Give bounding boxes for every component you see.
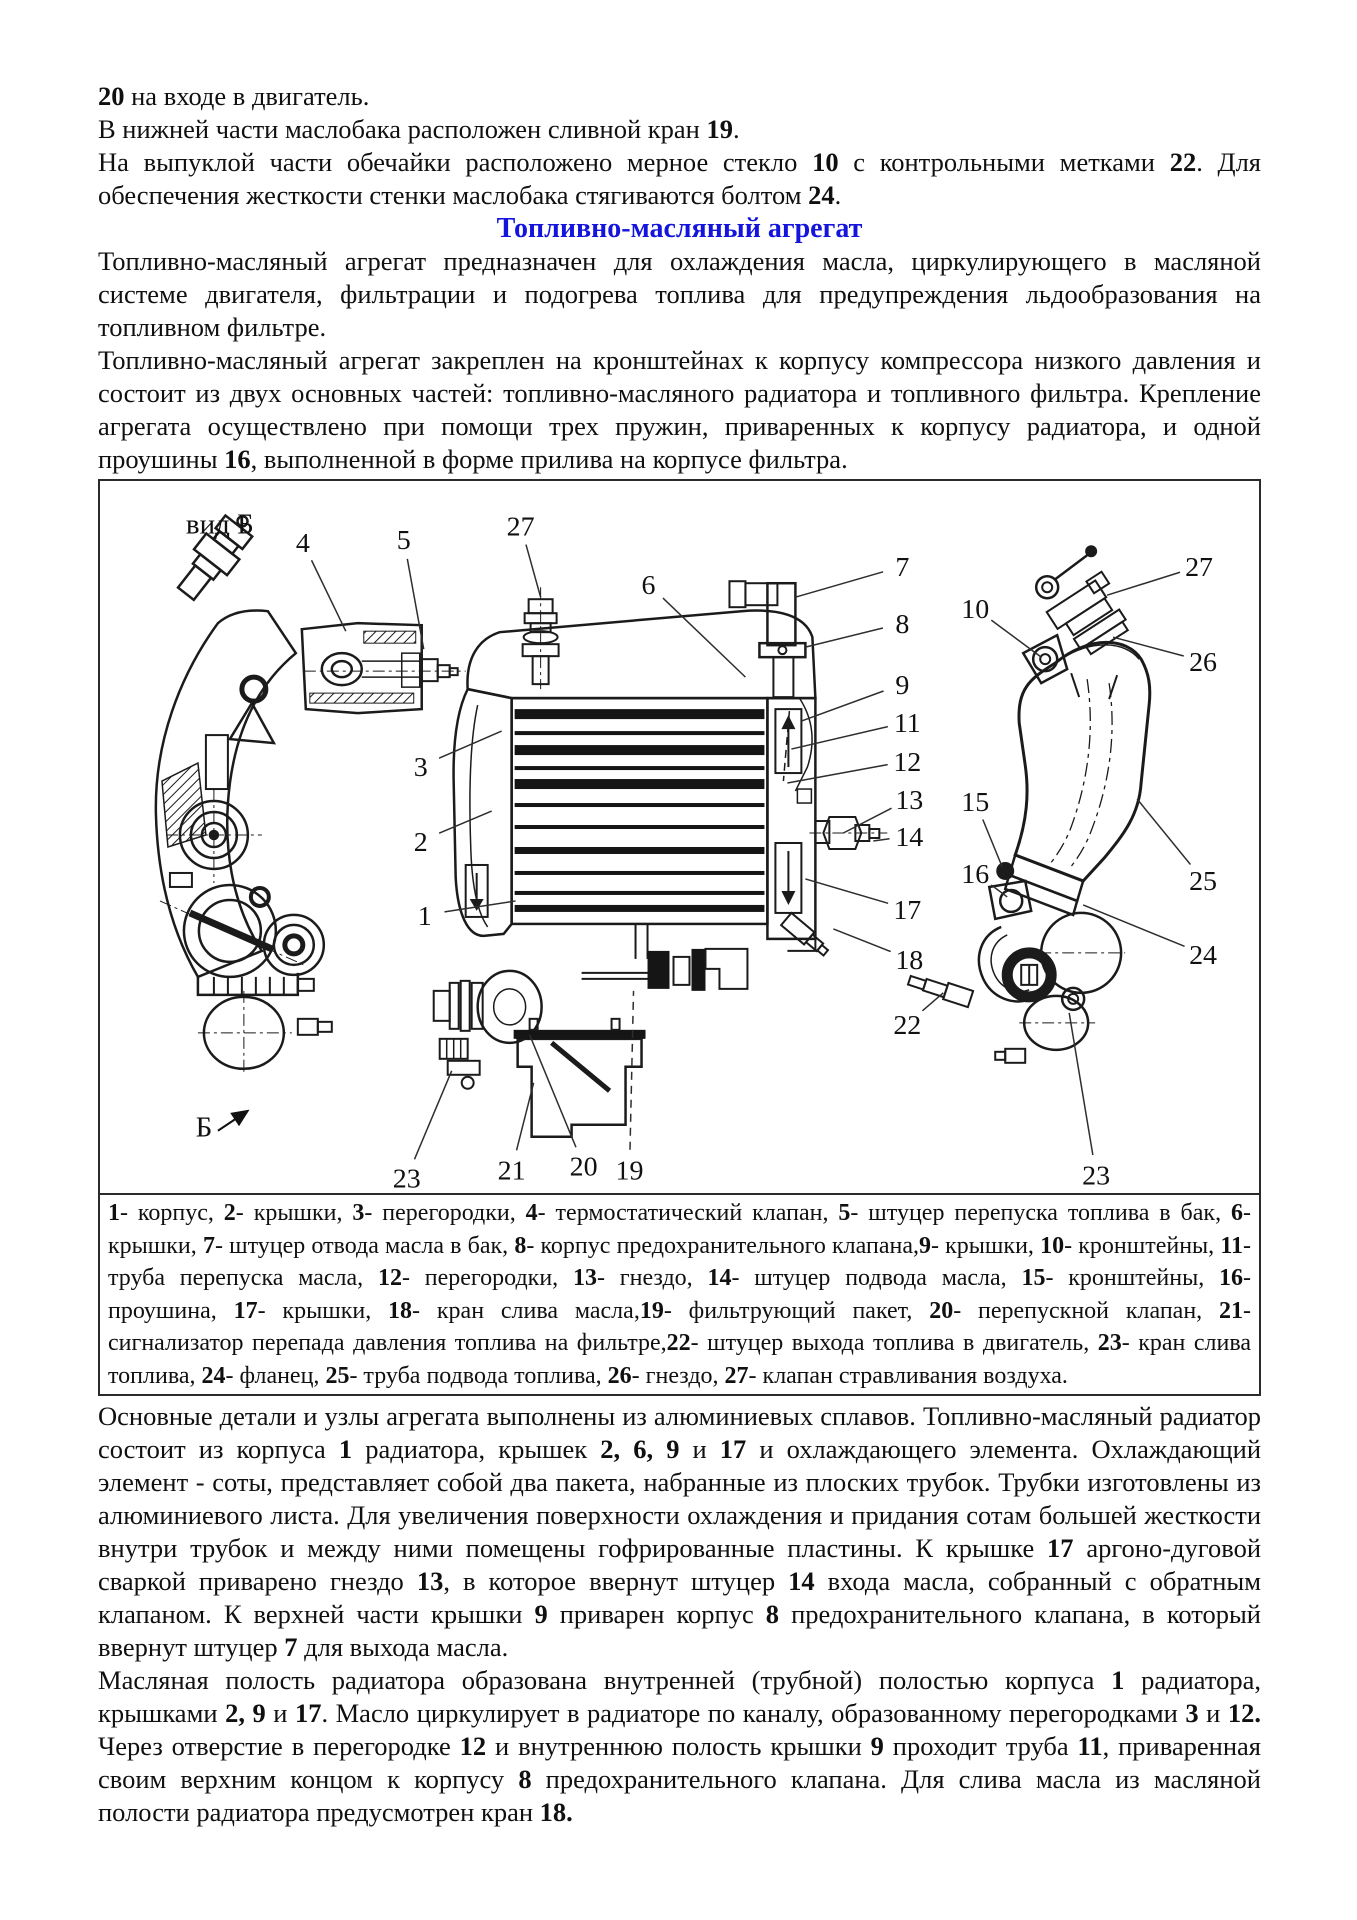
paragraph: Масляная полость радиатора образована внутренней (трубной) полостью корпуса 1 радиатора, крышками 2, 9 и 17. Масло циркулирует в радиаторе по каналу, образованному перегородками 3 и 12. Через отверстие в перегородке 12 и внутреннюю полость крышки 9 проходит труба 11, приваренная своим верхним концом к корпусу 8 предохранительного клапана. Для слива масла из масляной полости радиатора предусмотрен кран 18. [98, 1665, 1262, 1827]
callout-leader [630, 991, 634, 1150]
paragraph: Топливно-масляный агрегат закреплен на кронштейнах к корпусу компрессора низкого давления и состоит из двух основных частей: топливно-масляного радиатора и топливного фильтра. Крепление агрегата осуществлено при помощи трех пружин, приваренных к корпусу радиатора, и одной проушины 16, выполненной в форме прилива на корпусе фильтра. [98, 345, 1261, 474]
section-heading: Топливно-масляный агрегат [496, 213, 863, 244]
callout-number: 21 [497, 1155, 526, 1187]
intro-paragraphs [98, 80, 1261, 212]
callout-leader [526, 545, 541, 598]
callout-number: 17 [893, 894, 922, 926]
callout-number: 23 [1082, 1160, 1111, 1192]
callout-leader [439, 811, 492, 833]
callout-number: 7 [895, 552, 910, 584]
paragraph: Топливно-масляный агрегат предназначен для охлаждения масла, циркулирующего в масляной системе двигателя, фильтрации и подогрева топлива для предупреждения льдообразования на топливном фильтре. [98, 246, 1261, 342]
callout-number: 27 [506, 511, 535, 543]
callout-number: 13 [895, 785, 924, 817]
fuel-oil-unit-diagram [100, 481, 1259, 1193]
callout-number: 15 [961, 787, 990, 819]
callout-number: 24 [1189, 939, 1218, 971]
thermostatic-valve-detail [302, 623, 466, 713]
callout-leader [1137, 799, 1190, 864]
paragraph: Основные детали и узлы агрегата выполнены из алюминиевых сплавов. Топливно-масляный радиатор состоит из корпуса 1 радиатора, крышек 2, 6, 9 и 17 и охлаждающего элемента. Охлаждающий элемент - соты, представляет собой два пакета, набранные из плоских трубок. Трубки изготовлены из алюминиевого листа. Для увеличения поверхности охлаждения и придания сотам большей жесткости внутри трубок и между ними помещены гофрированные пластины. К крышке 17 аргоно-дуговой сваркой приварено гнездо 13, в которое ввернут штуцер 14 входа масла, собранный с обратным клапаном. К верхней части крышки 9 приварен корпус 8 предохранительного клапана, в который ввернут штуцер 7 для выхода масла. [98, 1401, 1262, 1662]
radiator-core [434, 581, 888, 1137]
paragraph: В нижней части маслобака расположен сливной кран 19. [98, 114, 740, 144]
callout-leader [801, 691, 883, 721]
callout-number: 25 [1189, 865, 1218, 897]
callout-number: 11 [893, 708, 921, 740]
figure-caption: 1- корпус, 2- крышки, 3- перегородки, 4- термостатический клапан, 5- штуцер перепуска топлива в бак, 6- крышки, 7- штуцер отвода масла в бак, 8- корпус предохранительного клапана,9- крышки, 10- кронштейны, 11- труба перепуска масла, 12- перегородки, 13- гнездо, 14- штуцер подвода масла, 15- кронштейны, 16- проушина, 17- крышки, 18- кран слива масла,19- фильтрующий пакет, 20- перепускной клапан, 21- сигнализатор перепада давления топлива на фильтре,22- штуцер выхода топлива в двигатель, 23- кран слива топлива, 24- фланец, 25- труба подвода топлива, 26- гнездо, 27- клапан стравливания воздуха. [100, 1193, 1259, 1394]
callout-number: 5 [396, 525, 411, 557]
side-view-assembly [156, 504, 332, 1074]
callout-leader [922, 993, 943, 1011]
callout-leader [530, 1035, 576, 1147]
callout-number: 1 [417, 900, 432, 932]
callout-number: 3 [413, 752, 428, 784]
callout-leader [805, 879, 888, 903]
paragraph: На выпуклой части обечайки расположено мерное стекло 10 с контрольными метками 22. Для обеспечения жесткости стенки маслобака стягиваются болтом 24. [98, 147, 1261, 210]
callout-number: 22 [893, 1009, 922, 1041]
body-paragraphs [98, 1400, 1261, 1829]
callout-number: 6 [641, 570, 656, 602]
callout-leader [787, 765, 887, 783]
callout-leader [991, 620, 1041, 657]
callout-leader [1107, 572, 1180, 595]
callout-leader [843, 808, 891, 833]
callout-leader [1069, 1013, 1093, 1155]
callout-number: 9 [895, 670, 910, 702]
callout-leader [312, 560, 346, 631]
callout-number: 4 [295, 528, 310, 560]
callout-leader [833, 929, 890, 952]
callout-number: 23 [392, 1163, 421, 1193]
callout-number: 19 [615, 1155, 644, 1187]
callout-number: 18 [895, 944, 924, 976]
document-page [98, 0, 1261, 1829]
section-arrow-label: Б [195, 1111, 213, 1144]
callout-number: 26 [1189, 647, 1218, 679]
callout-leader [663, 598, 745, 677]
callout-leader [795, 572, 883, 597]
callout-number: 2 [413, 826, 428, 858]
mid-paragraphs [98, 245, 1261, 476]
callout-number: 20 [569, 1151, 598, 1183]
fuel-pipe-assembly [907, 545, 1150, 1063]
callout-leader [805, 628, 883, 647]
callout-number: 8 [895, 609, 910, 641]
figure-box [98, 479, 1261, 1396]
section-arrow [196, 1111, 248, 1144]
callout-leader [414, 1071, 451, 1159]
callout-leader [791, 727, 887, 749]
callout-leader [873, 839, 889, 841]
callout-leader [1083, 905, 1184, 946]
callout-number: 27 [1185, 552, 1214, 584]
radiator-slats [515, 709, 765, 912]
callout-leader [439, 731, 502, 758]
callout-number: 12 [893, 747, 922, 779]
callout-number: 10 [961, 594, 990, 626]
paragraph: 20 на входе в двигатель. [98, 81, 370, 111]
callout-number: 16 [961, 858, 990, 890]
technical-drawing [100, 481, 1259, 1193]
callout-number: 14 [895, 821, 924, 853]
view-label: вид Б [185, 508, 254, 541]
